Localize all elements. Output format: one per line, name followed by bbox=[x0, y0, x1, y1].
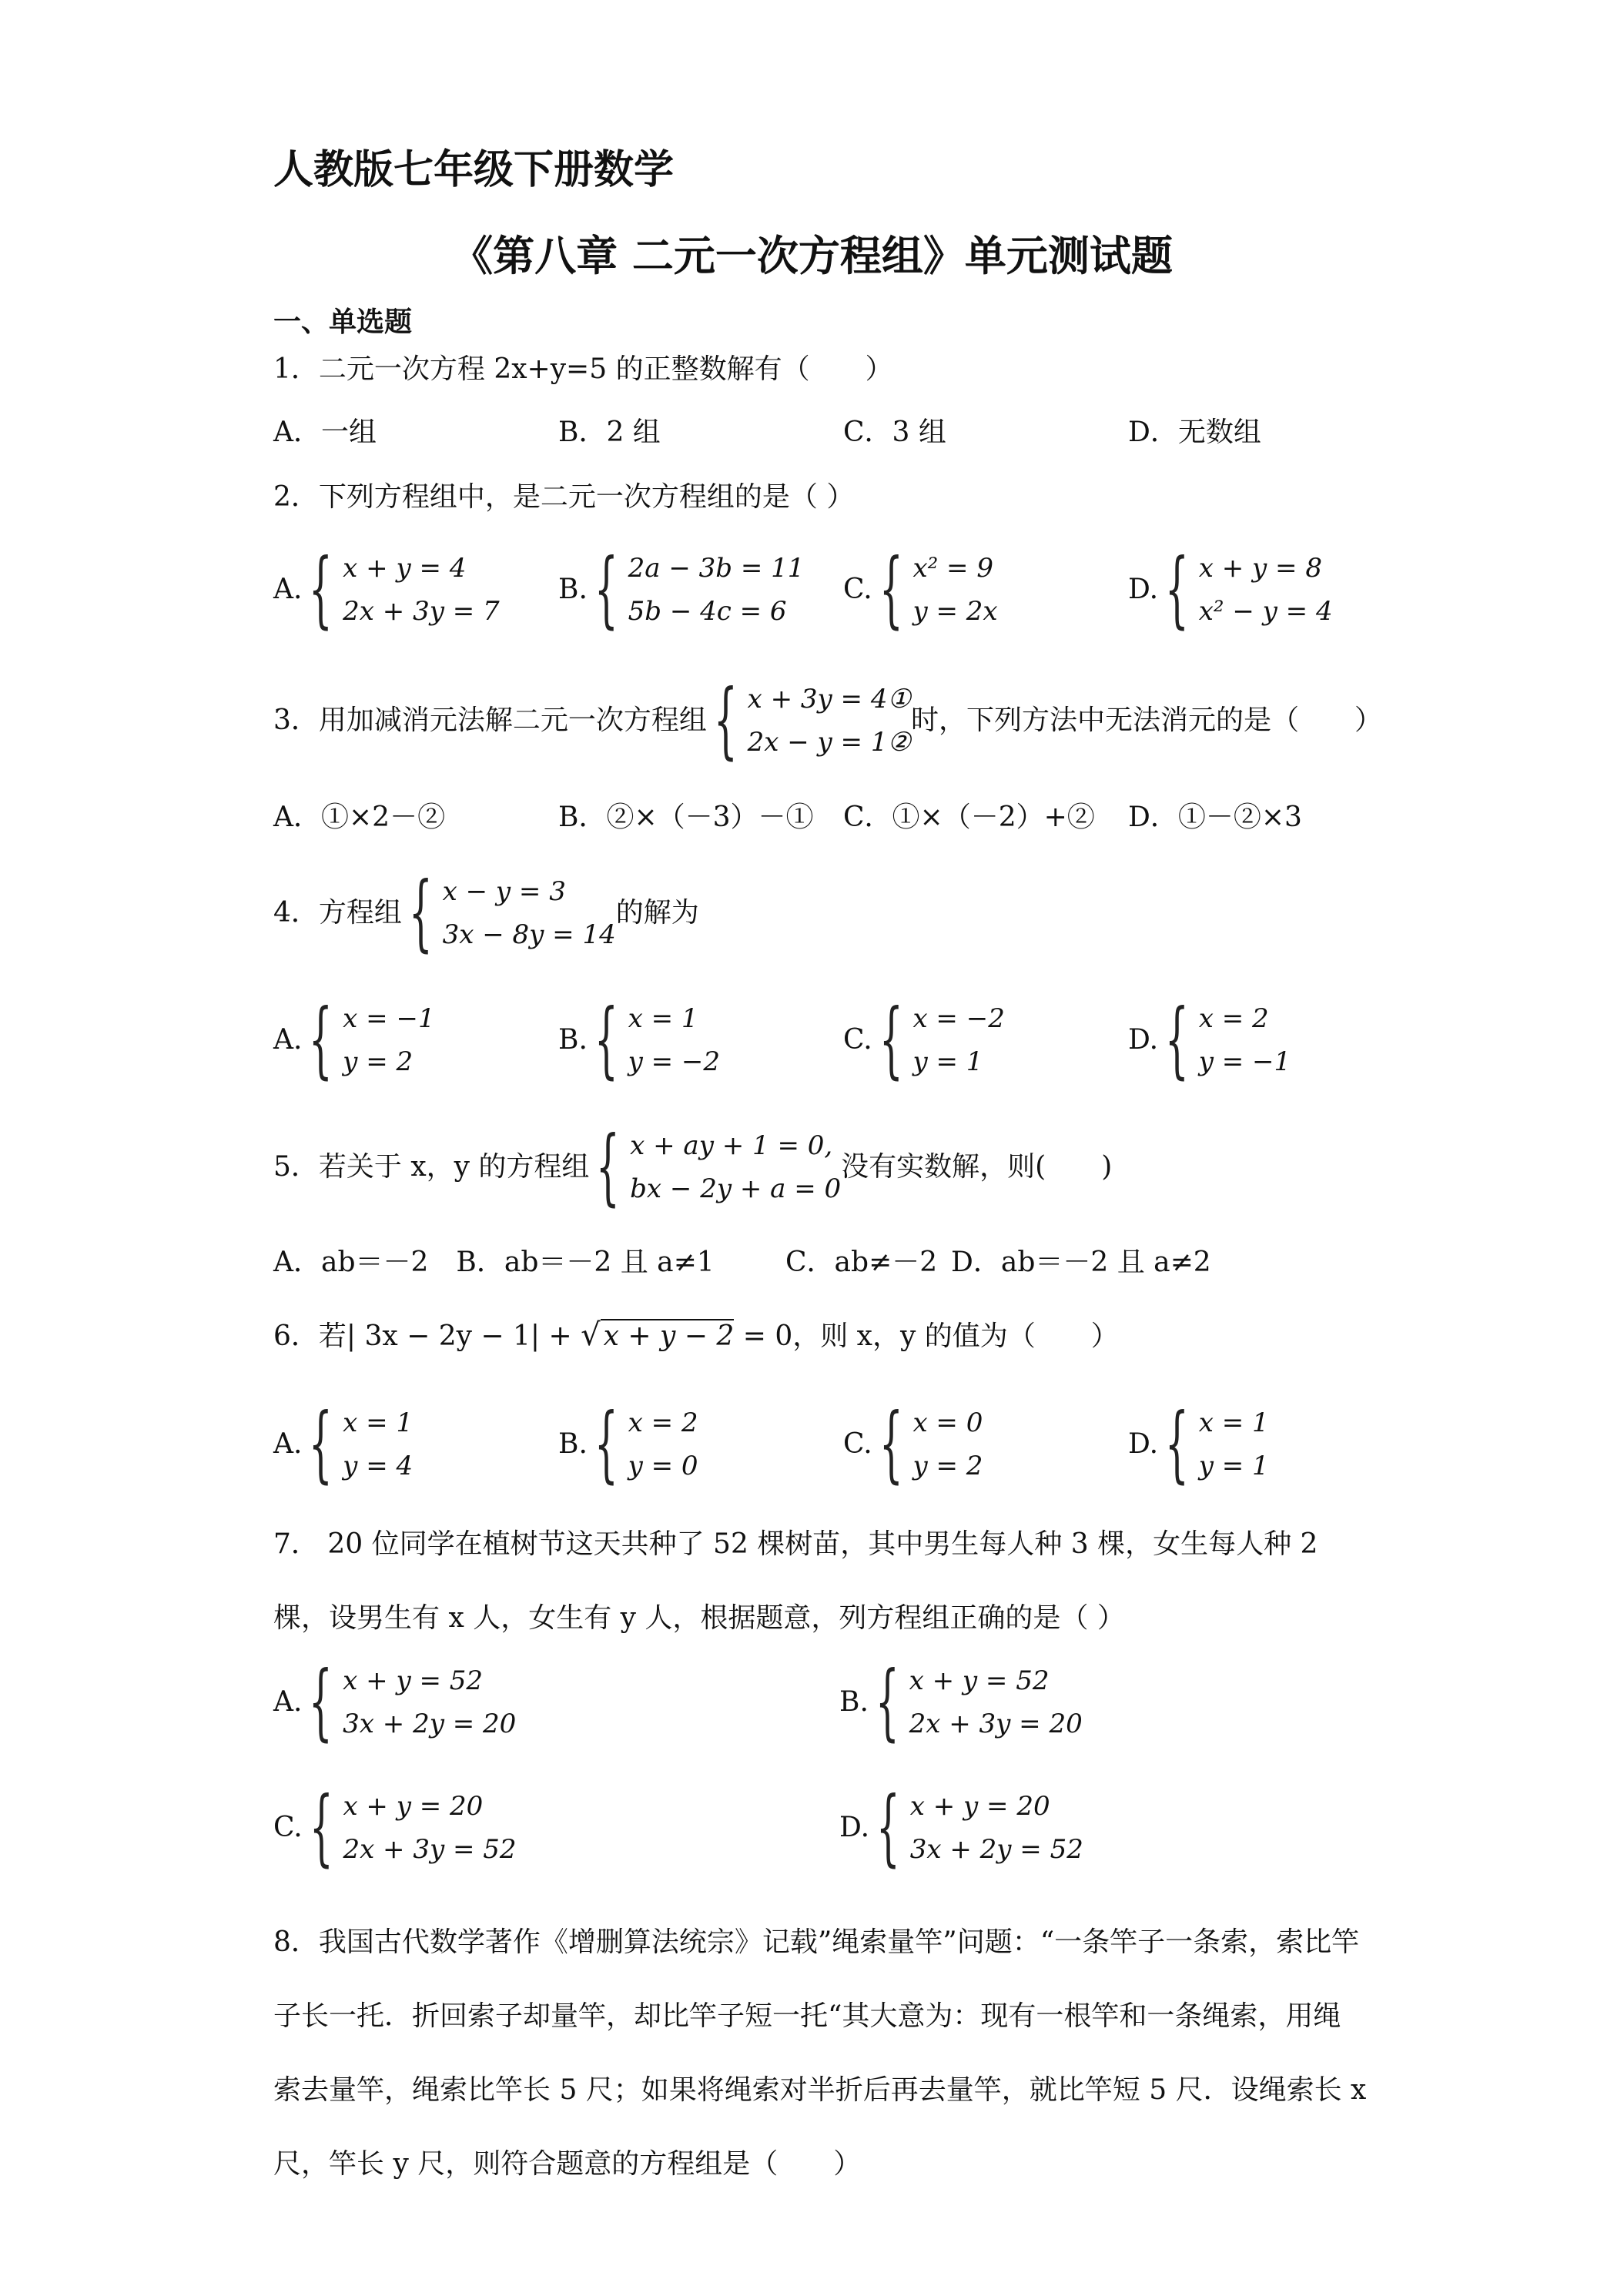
q6-option-b: B. { x = 2 y = 0 bbox=[558, 1396, 698, 1492]
q3-option-a: A．①×2－② bbox=[273, 802, 446, 833]
section-heading: 一、单选题 bbox=[273, 306, 413, 338]
q7-option-b: B. { x + y = 52 2x + 3y = 20 bbox=[839, 1654, 1083, 1750]
question-8-stem: 8．我国古代数学著作《增删算法统宗》记载”绳索量竿”问题：“一条竿子一条索，索比竿子长一托．折回索子却量竿，却比竿子短一托“其大意为：现有一根竿和一条绳索，用绳索去量竿，绳索比竿长 5 尺；如果将绳索对半折后再去量竿，就比竿短 5 尺．设绳索长 x 尺，竿长 y 尺，则符合题意的方程组是（ ） bbox=[273, 1926, 1367, 2180]
q5-option-d: D．ab＝－2 且 a≠2 bbox=[951, 1247, 1211, 1278]
page-title: 《第八章 二元一次方程组》单元测试题 bbox=[451, 232, 1173, 280]
q1-option-c: C．3 组 bbox=[843, 417, 946, 448]
q2-option-a: A. { x + y = 4 2x + 3y = 7 bbox=[273, 541, 500, 638]
q4-option-c: C. { x = −2 y = 1 bbox=[843, 992, 1005, 1088]
q6-option-c: C. { x = 0 y = 2 bbox=[843, 1396, 983, 1492]
q6-option-a: A. { x = 1 y = 4 bbox=[273, 1396, 414, 1492]
q4-option-d: D. { x = 2 y = −1 bbox=[1128, 992, 1291, 1088]
q7-option-c: C. { x + y = 20 2x + 3y = 52 bbox=[273, 1779, 517, 1876]
question-1-stem: 1．二元一次方程 2x+y=5 的正整数解有（ ） bbox=[273, 353, 893, 385]
q7-option-a: A. { x + y = 52 3x + 2y = 20 bbox=[273, 1654, 517, 1750]
q5-option-c: C．ab≠－2 bbox=[785, 1247, 938, 1278]
q4-option-a: A. { x = −1 y = 2 bbox=[273, 992, 435, 1088]
question-4-stem: 4．方程组 { x − y = 3 3x − 8y = 14 的解为 bbox=[273, 865, 699, 961]
publisher-line: 人教版七年级下册数学 bbox=[273, 147, 675, 193]
q7-option-d: D. { x + y = 20 3x + 2y = 52 bbox=[839, 1779, 1083, 1876]
q3-option-b: B．②×（－3）－① bbox=[558, 802, 814, 833]
question-2-stem: 2．下列方程组中，是二元一次方程组的是（ ） bbox=[273, 481, 855, 513]
q2-option-b: B. { 2a − 3b = 11 5b − 4c = 6 bbox=[558, 541, 805, 638]
question-5-stem: 5．若关于 x，y 的方程组 { x + ay + 1 = 0, bx − 2y + a = 0 没有实数解，则( ) bbox=[273, 1119, 1113, 1215]
q3-option-c: C．①×（－2）+② bbox=[843, 802, 1095, 833]
q5-option-ab: A．ab＝－2 B．ab＝－2 且 a≠1 bbox=[273, 1247, 715, 1278]
q3-option-d: D．①－②×3 bbox=[1128, 802, 1302, 833]
q1-option-b: B．2 组 bbox=[558, 417, 661, 448]
q4-option-b: B. { x = 1 y = −2 bbox=[558, 992, 721, 1088]
question-3-stem: 3．用加减消元法解二元一次方程组 { x + 3y = 4① 2x − y = 1② 时，下列方法中无法消元的是（ ） bbox=[273, 672, 1382, 768]
q1-option-d: D．无数组 bbox=[1128, 417, 1261, 448]
q2-option-c: C. { x² = 9 y = 2x bbox=[843, 541, 998, 638]
q2-option-d: D. { x + y = 8 x² − y = 4 bbox=[1128, 541, 1333, 638]
q1-option-a: A．一组 bbox=[273, 417, 377, 448]
question-7-stem: 7． 20 位同学在植树节这天共种了 52 棵树苗，其中男生每人种 3 棵，女生每人种 2 棵，设男生有 x 人，女生有 y 人，根据题意，列方程组正确的是（ ） bbox=[273, 1528, 1318, 1634]
q6-option-d: D. { x = 1 y = 1 bbox=[1128, 1396, 1269, 1492]
question-6-stem: 6．若| 3x − 2y − 1| + √ x + y − 2 = 0，则 x，y 的值为（ ） bbox=[273, 1317, 1119, 1353]
